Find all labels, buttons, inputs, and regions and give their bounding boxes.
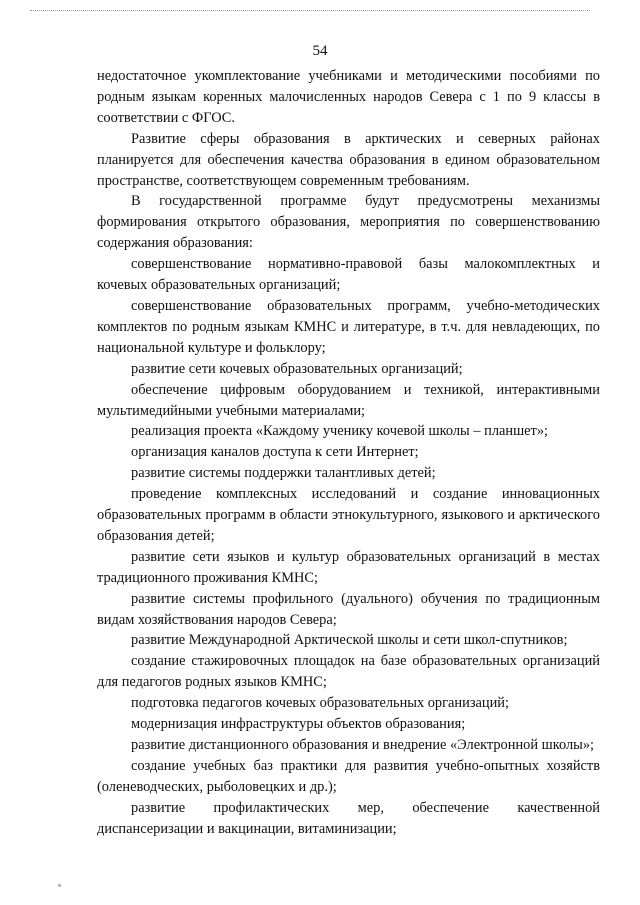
list-item: создание учебных баз практики для развития учебно-опытных хозяйств (оленеводческих, рыболовецких и др.); [97, 757, 600, 795]
list-item: развитие системы профильного (дуального) обучения по традиционным видам хозяйствования народов Севера; [97, 590, 600, 628]
list-item: подготовка педагогов кочевых образовательных организаций; [131, 695, 509, 712]
paragraph: Развитие сферы образования в арктических и северных районах планируется для обеспечения качества образования в едином образовательном пространстве, соответствующем современным требованиям. [97, 130, 600, 189]
list-item: развитие дистанционного образования и внедрение «Электронной школы»; [131, 737, 595, 753]
page-number: 54 [312, 43, 328, 59]
paragraph: В государственной программе будут предусмотрены механизмы формирования открытого образования, мероприятия по совершенствованию содержания образования: [97, 193, 600, 252]
list-item: создание стажировочных площадок на базе образовательных организаций для педагогов родных языков КМНС; [97, 653, 600, 691]
document-body [97, 66, 600, 840]
scan-top-rule [30, 10, 590, 11]
list-item: совершенствование образовательных программ, учебно-методических комплектов по родным языкам КМНС и литературе, в т.ч. для невладеющих, по национальной культуре и фольклору; [97, 297, 600, 356]
list-item: развитие Международной Арктической школы и сети школ-спутников; [131, 632, 568, 649]
paragraph: недостаточное укомплектование учебниками и методическими пособиями по родным языкам коренных малочисленных народов Севера с 1 по 9 классы в соответствии с ФГОС. [97, 68, 600, 126]
list-item: модернизация инфраструктуры объектов образования; [131, 716, 466, 733]
list-item: развитие системы поддержки талантливых детей; [131, 465, 436, 482]
list-item: совершенствование нормативно-правовой базы малокомплектных и кочевых образовательных организаций; [97, 256, 600, 294]
list-item: обеспечение цифровым оборудованием и техникой, интерактивными мультимедийными учебными материалами; [97, 381, 600, 419]
list-item: организация каналов доступа к сети Интернет; [131, 444, 419, 461]
list-item: проведение комплексных исследований и создание инновационных образовательных программ в области этнокультурного, языкового и арктического образования детей; [97, 486, 600, 544]
list-item: реализация проекта «Каждому ученику кочевой школы – планшет»; [131, 423, 549, 440]
scan-speck [58, 884, 61, 887]
list-item: развитие сети языков и культур образовательных организаций в местах традиционного проживания КМНС; [97, 548, 600, 586]
list-item: развитие профилактических мер, обеспечение качественной диспансеризации и вакцинации, витаминизации; [97, 799, 600, 837]
list-item: развитие сети кочевых образовательных организаций; [131, 360, 463, 377]
